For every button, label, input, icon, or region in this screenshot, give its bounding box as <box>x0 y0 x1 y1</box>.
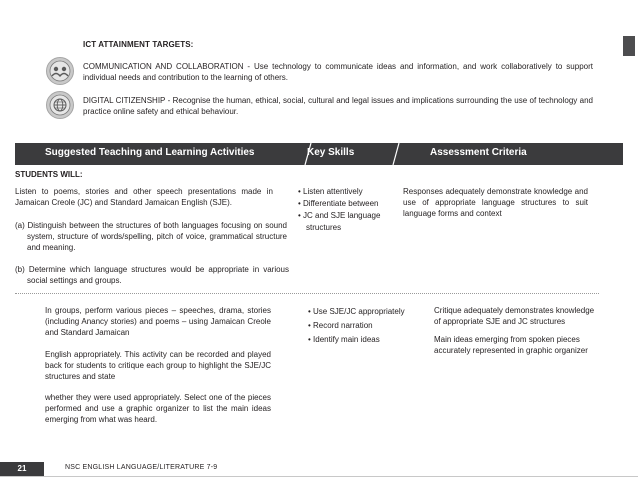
header-key-skills: Key Skills <box>307 147 355 158</box>
list-item: • Record narration <box>308 321 373 330</box>
row1-key-skills <box>298 186 388 234</box>
row1-item-b: (b) Determine which language structures would be appropriate in various social settings and groups. <box>15 265 289 285</box>
row-divider <box>15 293 599 294</box>
list-item: • Use SJE/JC appropriately <box>308 307 405 316</box>
list-item: • Differentiate between <box>298 199 379 208</box>
row2-paragraph-2: English appropriately. This activity can be recorded and played back for students to critique each group to highlight the SJE/JC structures and state <box>45 350 271 381</box>
section-tab-marker <box>623 36 635 56</box>
row2-key-skills <box>308 305 418 347</box>
row2-assessment-1: Critique adequately demonstrates knowledge of appropriate SJE and JC structures <box>434 306 595 326</box>
list-item: • Listen attentively <box>298 187 363 196</box>
ict-item-digital-citizenship: DIGITAL CITIZENSHIP - Recognise the human, ethical, social, cultural and legal issues and implications surrounding the use of technology and practice online safety and ethical behaviour. <box>83 96 593 116</box>
ict-item-collaboration: COMMUNICATION AND COLLABORATION - Use technology to communicate ideas and information, and work collaboratively to support individual needs and contribution to the learning of others. <box>83 62 593 82</box>
footer-title: NSC ENGLISH LANGUAGE/LITERATURE 7-9 <box>65 464 218 471</box>
list-item: • Identify main ideas <box>308 335 380 344</box>
students-will-label: STUDENTS WILL: <box>15 170 83 179</box>
row1-item-a: (a) Distinguish between the structures of both languages focusing on sound system, structure of words/spelling, pitch of voice, grammatical structure and meaning. <box>15 221 287 252</box>
header-activities: Suggested Teaching and Learning Activities <box>45 147 255 158</box>
digital-citizenship-icon <box>46 91 74 119</box>
row2-paragraph-1: In groups, perform various pieces – speeches, drama, stories (including Anancy stories) and poems – using Jamaican Creole and Standard Jamaican <box>45 306 271 337</box>
ict-targets-title: ICT ATTAINMENT TARGETS: <box>83 40 194 49</box>
page-number: 21 <box>0 462 44 476</box>
row2-paragraph-3: whether they were used appropriately. Select one of the pieces performed and use a graphic organizer to list the main ideas emerging from what was heard. <box>45 393 271 424</box>
header-assessment: Assessment Criteria <box>430 147 527 158</box>
row1-assessment: Responses adequately demonstrate knowledge and use of appropriate language structures to suit language forms and context <box>403 187 588 218</box>
row1-intro: Listen to poems, stories and other speech presentations made in Jamaican Creole (JC) and Standard Jamaican English (SJE). <box>15 187 273 207</box>
list-item: • JC and SJE language structures <box>298 211 381 232</box>
collaboration-icon <box>46 57 74 85</box>
footer-rule <box>0 476 638 477</box>
row2-assessment-2: Main ideas emerging from spoken pieces accurately represented in graphic organizer <box>434 335 588 355</box>
